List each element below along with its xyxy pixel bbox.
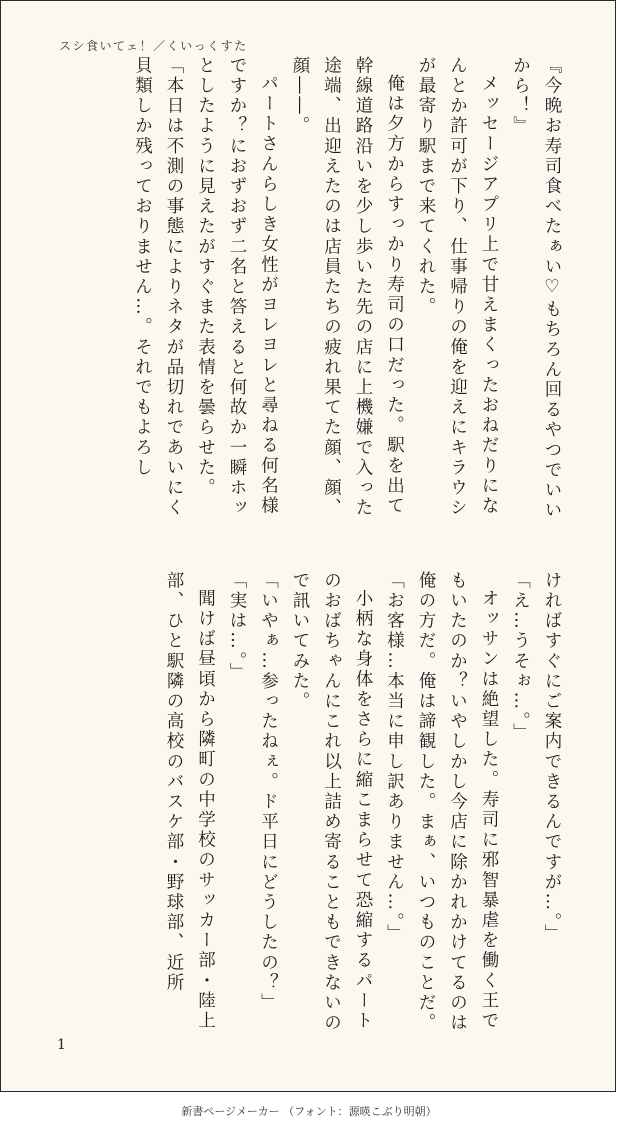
paragraph: 小柄な身体をさらに縮こまらせて恐縮するパートのおばちゃんにこれ以上詰め寄ることもできないので訊いてみた。 bbox=[290, 571, 373, 1034]
paragraph: 聞けば昼頃から隣町の中学校のサッカー部・陸上部、ひと駅隣の高校のバスケ部・野球部、近所 bbox=[164, 571, 216, 1031]
text-block-upper bbox=[47, 56, 567, 526]
paragraph: 『今晩お寿司食べたぁい♡もちろん回るやつでいいから！』 bbox=[510, 56, 562, 521]
paragraph: 「実は…。」 bbox=[227, 571, 247, 683]
text-block-lower bbox=[47, 571, 567, 1041]
paragraph: 「いやぁ…参ったねぇ。ド平日にどうしたの？」 bbox=[258, 571, 279, 1014]
paragraph: 俺は夕方からすっかり寿司の口だった。駅を出て幹線道路沿いを少し歩いた先の店に上機嫌で入った途端、出迎えたのは店員たちの疲れ果てた顔、顔、顔――。 bbox=[290, 56, 405, 519]
running-header: スシ食いてェ！／くいっくすた bbox=[59, 39, 248, 53]
paragraph: ければすぐにご案内できるんですが…。」 bbox=[542, 571, 562, 945]
footer-credit: 新書ページメーカー （フォント：源暎こぶり明朝） bbox=[181, 1105, 437, 1118]
paragraph: 「え…うそぉ…。」 bbox=[510, 571, 531, 744]
paragraph: オッサンは絶望した。寿司に邪智暴虐を働く王でもいたのか？いやしかし今店に除かれかけてるのは俺の方だ。俺は諦観した。まぁ、いつものことだ。 bbox=[416, 571, 499, 1034]
page-number: 1 bbox=[57, 1037, 66, 1053]
paragraph: 「本日は不測の事態によりネタが品切れであいにく貝類しか残っておりません…。それでもよろし bbox=[132, 56, 184, 519]
paragraph: 「お客様…本当に申し訳ありません…。」 bbox=[384, 571, 405, 945]
paragraph: パートさんらしき女性がヨレヨレと尋ねる何名様ですか？におずおず二名と答えると何故か一瞬ホッとしたように見えたがすぐまた表情を曇らせた。 bbox=[195, 56, 279, 519]
paragraph: メッセージアプリ上で甘えまくったおねだりになんとか許可が下り、仕事帰りの俺を迎えにキラウシが最寄り駅まで来てくれた。 bbox=[416, 56, 499, 519]
